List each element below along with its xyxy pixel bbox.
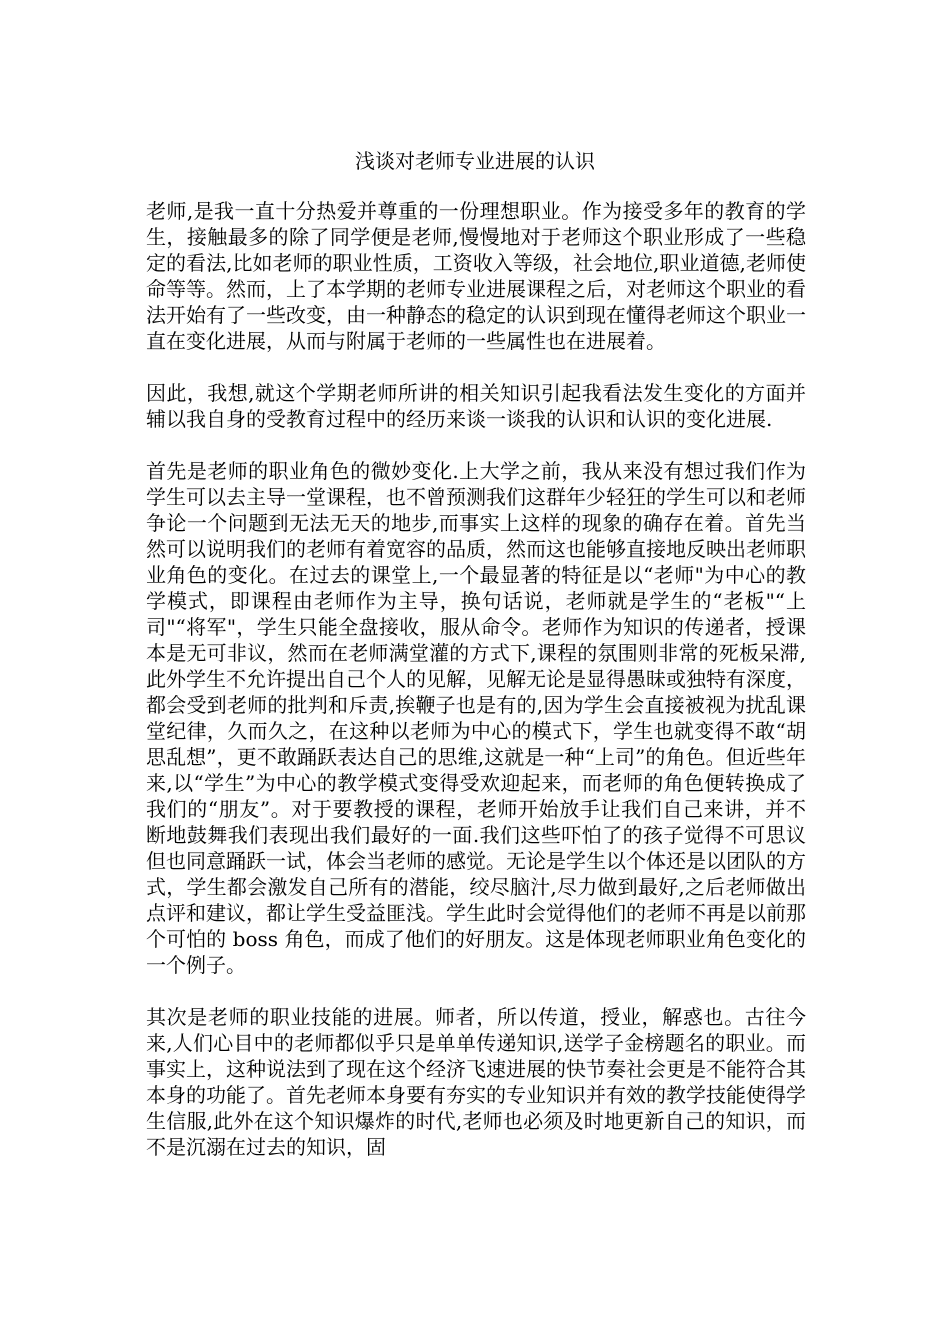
- body-paragraph: 其次是老师的职业技能的进展。师者，所以传道，授业，解惑也。古往今来,人们心目中的老师都似乎只是单单传递知识,送学子金榜题名的职业。而事实上，这种说法到了现在这个经济飞速进展的快节奏社会更是不能符合其本身的功能了。首先老师本身要有夯实的专业知识并有效的教学技能使得学生信服,此外在这个知识爆炸的时代,老师也必须及时地更新自己的知识，而不是沉溺在过去的知识，固: [146, 1005, 806, 1159]
- body-paragraph: 老师,是我一直十分热爱并尊重的一份理想职业。作为接受多年的教育的学生，接触最多的除了同学便是老师,慢慢地对于老师这个职业形成了一些稳定的看法,比如老师的职业性质，工资收入等级，社会地位,职业道德,老师使命等等。然而，上了本学期的老师专业进展课程之后，对老师这个职业的看法开始有了一些改变，由一种静态的稳定的认识到现在懂得老师这个职业一直在变化进展，从而与附属于老师的一些属性也在进展着。: [146, 199, 806, 353]
- body-paragraph: 因此，我想,就这个学期老师所讲的相关知识引起我看法发生变化的方面并辅以我自身的受教育过程中的经历来谈一谈我的认识和认识的变化进展.: [146, 381, 806, 431]
- body-paragraph: 首先是老师的职业角色的微妙变化.上大学之前，我从来没有想过我们作为学生可以去主导一堂课程，也不曾预测我们这群年少轻狂的学生可以和老师争论一个问题到无法无天的地步,而事实上这样的现象的确存在着。首先当然可以说明我们的老师有着宽容的品质，然而这也能够直接地反映出老师职业角色的变化。在过去的课堂上,一个最显著的特征是以“老师"为中心的教学模式，即课程由老师作为主导，换句话说，老师就是学生的“老板"“上司"“将军"，学生只能全盘接收，服从命令。老师作为知识的传递者，授课本是无可非议，然而在老师满堂灌的方式下,课程的氛围则非常的死板呆滞,此外学生不允许提出自己个人的见解，见解无论是显得愚昧或独特有深度，都会受到老师的批判和斥责,挨鞭子也是有的,因为学生会直接被视为扰乱课堂纪律，久而久之，在这种以老师为中心的模式下，学生也就变得不敢“胡思乱想”，更不敢踊跃表达自己的思维,这就是一种“上司”的角色。但近些年来,以“学生”为中心的教学模式变得受欢迎起来，而老师的角色便转换成了我们的“朋友”。对于要教授的课程，老师开始放手让我们自己来讲，并不断地鼓舞我们表现出我们最好的一面.我们这些吓怕了的孩子觉得不可思议但也同意踊跃一试，体会当老师的感觉。无论是学生以个体还是以团队的方式，学生都会激发自己所有的潜能，绞尽脑汁,尽力做到最好,之后老师做出点评和建议，都让学生受益匪浅。学生此时会觉得他们的老师不再是以前那个可怕的 boss 角色，而成了他们的好朋友。这是体现老师职业角色变化的一个例子。: [146, 459, 806, 977]
- document-title: 浅谈对老师专业进展的认识: [355, 149, 595, 173]
- document-body: [146, 198, 806, 1186]
